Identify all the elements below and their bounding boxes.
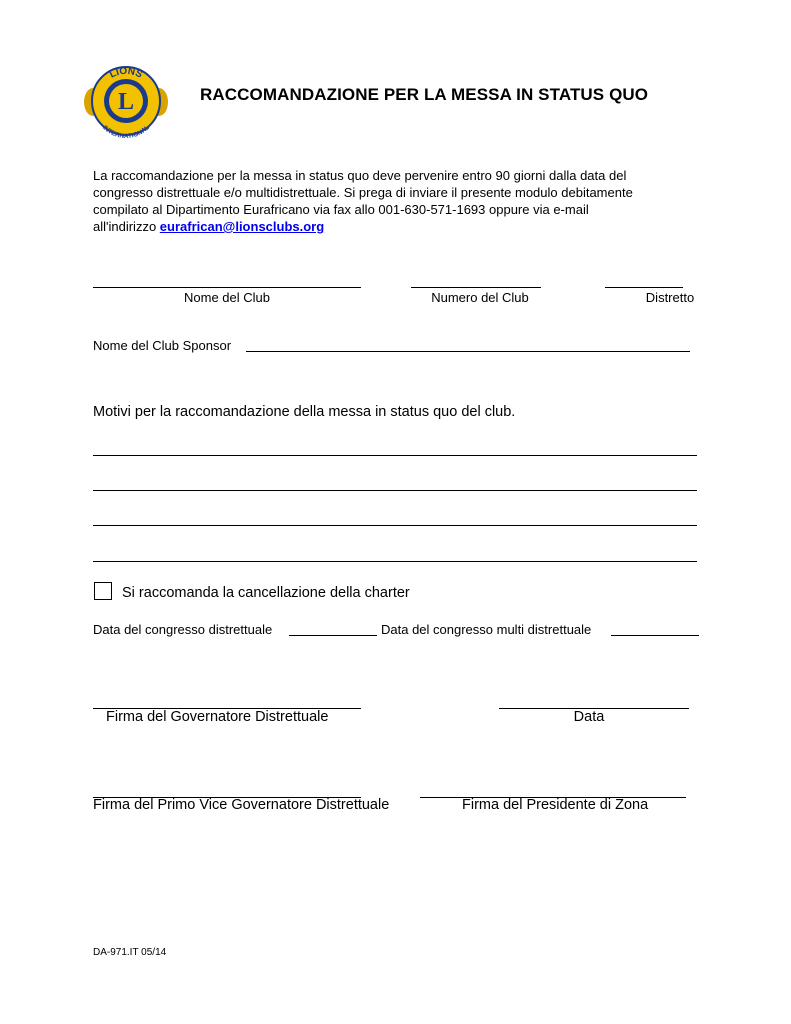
cancel-charter-label: Si raccomanda la cancellazione della charter	[122, 585, 410, 601]
reason-line-3[interactable]	[93, 525, 697, 526]
email-link[interactable]: eurafrican@lionsclubs.org	[159, 219, 325, 234]
intro-line-3: compilato al Dipartimento Eurafricano via fax allo 001-630-571-1693 oppure via e-mail	[93, 202, 589, 217]
sponsor-line[interactable]	[246, 351, 690, 352]
intro-line-4-prefix: all'indirizzo	[93, 219, 157, 234]
intro-line-4	[93, 218, 693, 235]
signature-date-label: Data	[573, 709, 605, 725]
cancel-charter-checkbox[interactable]	[94, 582, 112, 600]
club-number-line[interactable]	[411, 287, 541, 288]
lions-logo	[84, 62, 168, 140]
sponsor-label: Nome del Club Sponsor	[93, 338, 232, 353]
logo-text-top: LIONS	[107, 65, 144, 81]
intro-line-1: La raccomandazione per la messa in status quo deve pervenire entro 90 giorni dalla data del	[93, 168, 627, 183]
club-number-label: Numero del Club	[431, 290, 529, 305]
zone-president-signature-label: Firma del Presidente di Zona	[462, 797, 649, 813]
multi-district-congress-date-label: Data del congresso multi distrettuale	[381, 622, 592, 637]
intro-line-2: congresso distrettuale e/o multidistrettuale. Si prega di inviare il presente modulo debitamente	[93, 185, 633, 200]
logo-letter: L	[117, 89, 135, 115]
page-title: RACCOMANDAZIONE PER LA MESSA IN STATUS QUO	[200, 85, 649, 104]
logo-text-bottom: INTERNATIONAL	[101, 124, 151, 140]
district-congress-date-label: Data del congresso distrettuale	[93, 622, 273, 637]
reasons-label: Motivi per la raccomandazione della messa in status quo del club.	[93, 404, 516, 420]
governor-signature-label: Firma del Governatore Distrettuale	[106, 709, 329, 725]
first-vice-governor-signature-label: Firma del Primo Vice Governatore Distrettuale	[93, 797, 390, 813]
multi-district-congress-date-line[interactable]	[611, 635, 699, 636]
club-name-label: Nome del Club	[184, 290, 270, 305]
district-line[interactable]	[605, 287, 683, 288]
club-name-line[interactable]	[93, 287, 361, 288]
intro-paragraph	[93, 167, 693, 235]
district-label: Distretto	[645, 290, 695, 305]
reason-line-4[interactable]	[93, 561, 697, 562]
reason-line-1[interactable]	[93, 455, 697, 456]
form-code: DA-971.IT 05/14	[93, 947, 167, 958]
reason-line-2[interactable]	[93, 490, 697, 491]
district-congress-date-line[interactable]	[289, 635, 377, 636]
